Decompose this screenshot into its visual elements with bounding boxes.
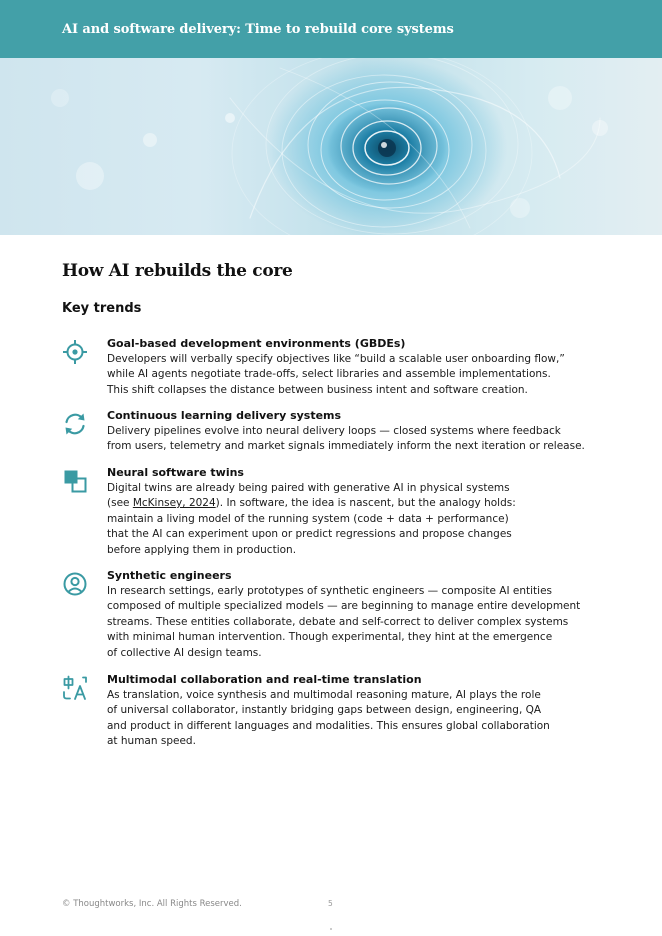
trend-line: In research settings, early prototypes of synthetic engineers — composite AI entities [107,584,553,597]
trend-title: Multimodal collaboration and real-time translation [107,673,422,686]
trend-line: before applying them in production. [107,543,297,556]
copyright-notice: © Thoughtworks, Inc. All Rights Reserved. [62,899,242,909]
refresh-icon [62,411,88,437]
trend-text [107,481,582,559]
trend-line: maintain a living model of the running system (code + data + performance) [107,512,509,525]
trend-title: Goal-based development environments (GBDEs) [107,337,406,350]
trend-text [107,352,582,399]
page-indicator-dot [330,928,332,930]
trend-line: and product in different languages and modalities. This ensures global collaboration [107,719,550,732]
trend-text [107,584,582,662]
citation-prefix: (see [107,497,133,509]
trend-title: Continuous learning delivery systems [107,409,342,422]
twin-squares-icon [62,468,88,494]
trend-line: of universal collaborator, instantly bridging gaps between design, engineering, QA [107,704,542,716]
trend-line: This shift collapses the distance between business intent and software creation. [107,383,528,396]
trend-line: Delivery pipelines evolve into neural delivery loops — closed systems where feedback [107,424,561,437]
citation-suffix: ). In software, the idea is nascent, but the analogy holds: [215,497,516,509]
trend-line: while AI agents negotiate trade-offs, select libraries and assemble implementations. [107,368,551,380]
trend-line: of collective AI design teams. [107,646,262,659]
trend-line: composed of multiple specialized models — are beginning to manage entire development [107,600,581,612]
trend-line: with minimal human intervention. Though experimental, they hint at the emergence [107,631,553,643]
trend-line: streams. These entities collaborate, debate and self-correct to deliver complex systems [107,615,569,628]
page-number: 5 [328,899,333,908]
trend-title: Neural software twins [107,466,244,479]
hero-image [0,58,662,235]
trend-line: Developers will verbally specify objectives like “build a scalable user onboarding flow,” [107,352,565,365]
target-icon [62,339,88,365]
mckinsey-citation-link[interactable]: McKinsey, 2024 [132,497,216,509]
trend-line: Digital twins are already being paired with generative AI in physical systems [107,481,510,494]
trend-line: at human speed. [107,735,196,747]
user-circle-icon [62,571,88,597]
key-trends-heading: Key trends [62,301,142,316]
section-heading: How AI rebuilds the core [62,261,293,281]
swirl-image [0,58,662,235]
document-title: AI and software delivery: Time to rebuild core systems [62,22,454,37]
trend-line: that the AI can experiment upon or predict regressions and propose changes [107,528,512,540]
trend-title: Synthetic engineers [107,569,232,582]
trend-line: from users, telemetry and market signals immediately inform the next iteration or release. [107,440,585,452]
trend-text [107,424,585,455]
trend-line: As translation, voice synthesis and multimodal reasoning mature, AI plays the role [107,688,541,701]
trend-line [107,496,582,512]
translate-icon [62,675,88,701]
trend-text [107,688,582,750]
